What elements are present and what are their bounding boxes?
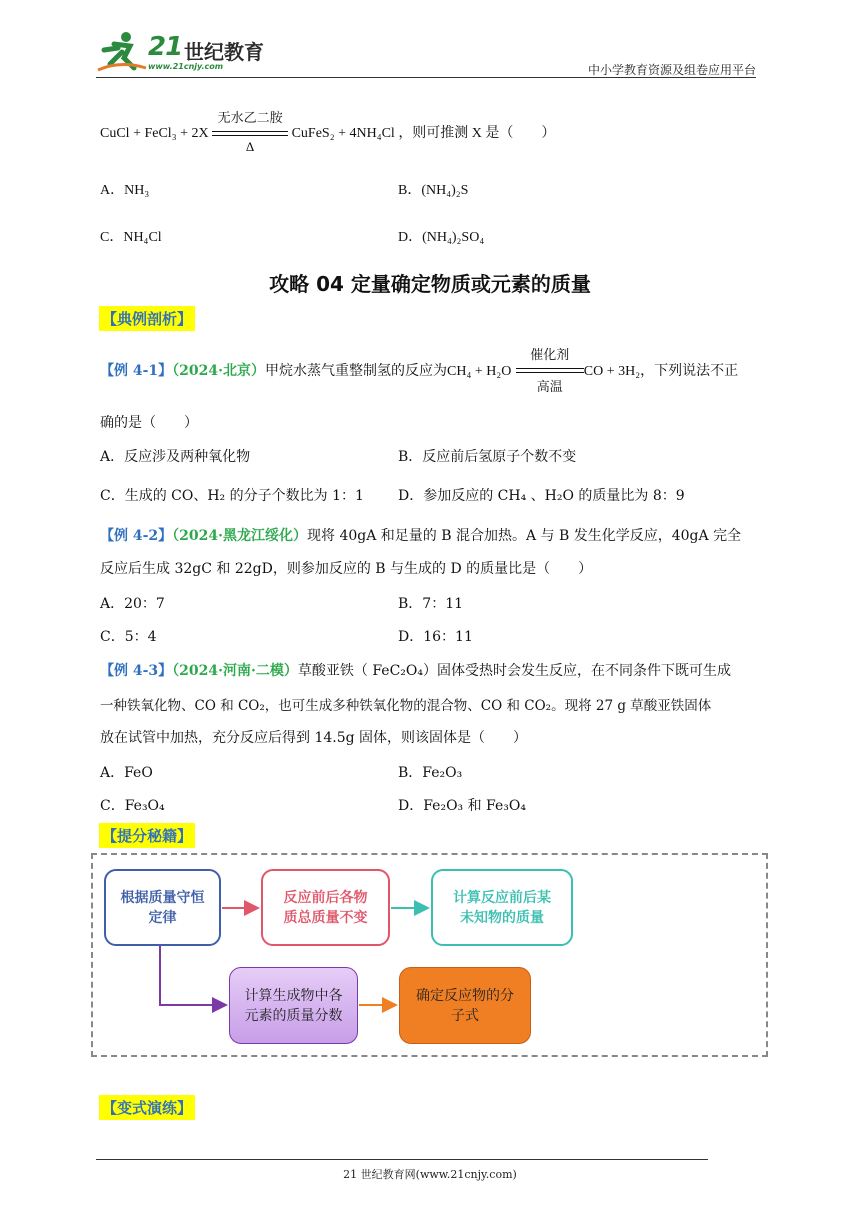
ex2-source: （2024·黑龙江绥化） [172, 528, 308, 544]
option-a: A．NH₃ [100, 183, 150, 198]
section-title: 攻略 04 定量确定物质或元素的质量 [269, 272, 591, 296]
option-b: B．(NH₄)₂S [398, 183, 469, 198]
footer-text: 21 世纪教育网(www.21cnjy.com) [343, 1168, 517, 1181]
condition-bottom: Δ [245, 138, 255, 154]
ex2-option-c: C．5：4 [100, 629, 157, 645]
flow-node-total-mass: 反应前后各物质总质量不变 [261, 869, 390, 946]
equation-right: CuFeS₂ + 4NH₄Cl [291, 126, 395, 141]
flow-node-unknown-mass: 计算反应前后某未知物的质量 [431, 869, 573, 946]
ex3-tag: 【例 4-3】 [100, 663, 173, 679]
ex2-tag: 【例 4-2】 [100, 528, 173, 544]
equation-left: CuCl + FeCl₃ + 2X [100, 126, 209, 141]
ex2-option-a: A．20：7 [100, 596, 165, 612]
ex1-cond-top: 催化剂 [530, 348, 570, 363]
stem-tail: ，则可推测 X 是（ ） [398, 126, 556, 141]
ex1-stem-b: ，下列说法不正 [640, 363, 739, 379]
ex1-option-b: B．反应前后氢原子个数不变 [398, 449, 577, 465]
flow-node-conservation-law: 根据质量守恒定律 [104, 869, 221, 946]
platform-label: 中小学教育资源及组卷应用平台 [587, 63, 756, 77]
logo-text: 世纪教育 [184, 40, 264, 64]
ex2-option-d: D．16：11 [398, 629, 473, 645]
label-tips: 【提分秘籍】 [99, 823, 195, 848]
footer-divider [96, 1159, 708, 1160]
ex1-option-a: A．反应涉及两种氧化物 [100, 449, 251, 465]
flow-node-molecular-formula: 确定反应物的分子式 [399, 967, 531, 1044]
ex3-stem-a: 草酸亚铁（ FeC₂O₄）固体受热时会发生反应，在不同条件下既可生成 [297, 663, 731, 679]
flow-node-mass-fraction: 计算生成物中各元素的质量分数 [229, 967, 358, 1044]
logo-url: www.21cnjy.com [148, 62, 224, 71]
option-c: C．NH₄Cl [100, 230, 162, 245]
ex3-option-b: B．Fe₂O₃ [398, 765, 463, 781]
ex1-tag: 【例 4-1】 [100, 363, 173, 379]
ex3-option-d: D．Fe₂O₃ 和 Fe₃O₄ [398, 798, 526, 814]
ex3-source: （2024·河南·二模） [172, 663, 298, 679]
ex1-option-c: C．生成的 CO、H₂ 的分子个数比为 1：1 [100, 488, 364, 504]
ex1-option-d: D．参加反应的 CH₄ 、H₂O 的质量比为 8：9 [398, 488, 685, 504]
ex1-cond-bottom: 高温 [536, 380, 563, 395]
ex3-option-a: A．FeO [100, 765, 153, 781]
ex2-stem-a: 现将 40gA 和足量的 B 混合加热。A 与 B 发生化学反应，40gA 完全 [307, 528, 742, 544]
option-d: D．(NH₄)₂SO₄ [398, 230, 485, 245]
label-example: 【典例剖析】 [99, 306, 195, 331]
arrow-1-4 [160, 946, 224, 1005]
ex3-stem-b: 一种铁氧化物、CO 和 CO₂，也可生成多种铁氧化物的混合物、CO 和 CO₂。现将 27 g 草酸亚铁固体 [100, 698, 712, 714]
ex1-eq-right: CO + 3H₂ [583, 364, 641, 379]
logo-number: 21 [148, 32, 183, 62]
ex1-source: （2024·北京） [172, 363, 266, 379]
ex1-eq-left: CH₄ + H₂O [447, 364, 512, 379]
ex3-stem-c: 放在试管中加热，充分反应后得到 14.5g 固体，则该固体是（ ） [100, 730, 528, 746]
condition-top: 无水乙二胺 [217, 109, 283, 125]
label-practice: 【变式演练】 [99, 1095, 195, 1120]
ex2-option-b: B．7：11 [398, 596, 464, 612]
ex1-stem-a: 甲烷水蒸气重整制氢的反应为 [265, 363, 448, 379]
ex2-stem-b: 反应后生成 32gC 和 22gD，则参加反应的 B 与生成的 D 的质量比是（ ） [100, 561, 593, 577]
ex3-option-c: C．Fe₃O₄ [100, 798, 165, 814]
ex1-stem-c: 确的是（ ） [100, 415, 198, 431]
